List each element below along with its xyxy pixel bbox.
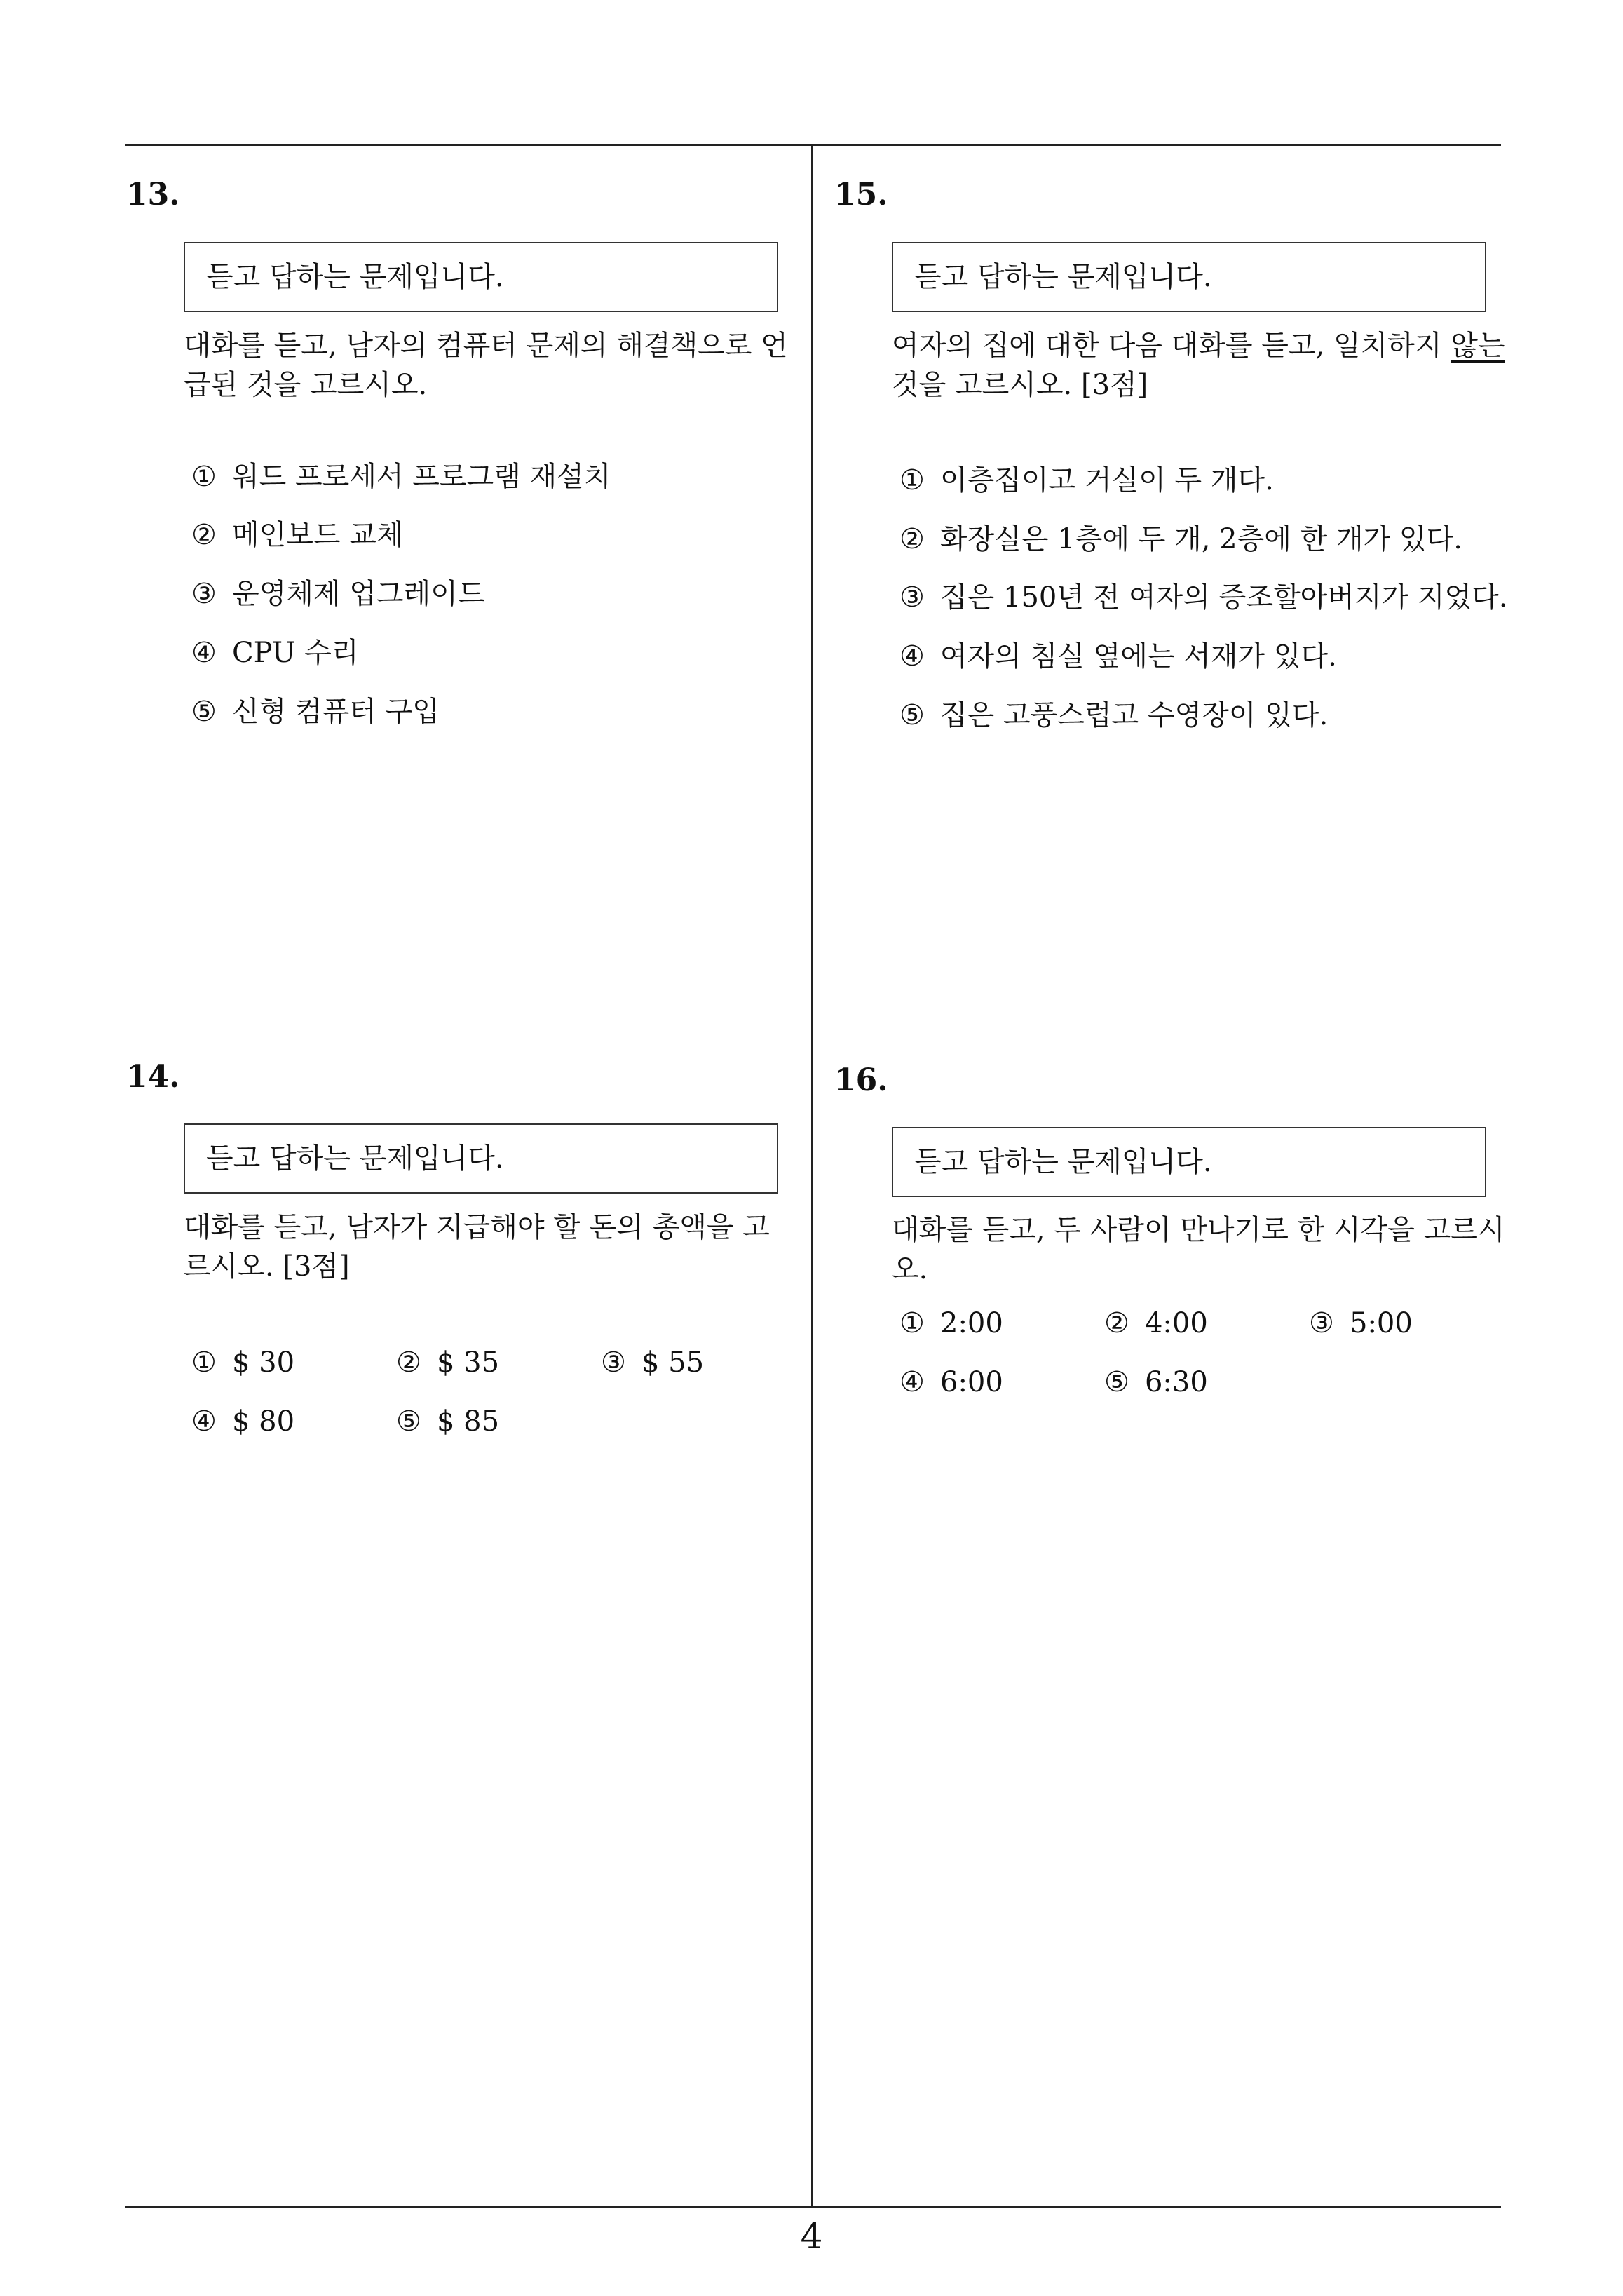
q14-option-2-text: $ 35 <box>437 1346 500 1379</box>
question-13-listen-box: 듣고 답하는 문제입니다. <box>184 242 778 312</box>
question-15-prompt-part2: 것을 고르시오. [3점] <box>892 369 1148 401</box>
q15-option-2-text: 화장실은 1층에 두 개, 2층에 한 개가 있다. <box>940 523 1462 555</box>
q16-option-4-text: 6:00 <box>940 1366 1003 1398</box>
q14-option-3[interactable] <box>601 1345 704 1380</box>
q14-option-3-marker: ③ <box>601 1346 626 1379</box>
q14-option-4[interactable] <box>191 1404 294 1439</box>
q15-option-4[interactable] <box>899 639 1337 674</box>
q15-option-2[interactable] <box>899 522 1462 557</box>
q16-option-1-marker: ① <box>899 1307 925 1339</box>
q14-option-5-text: $ 85 <box>437 1405 500 1438</box>
q14-option-2[interactable] <box>396 1345 499 1380</box>
q13-option-5[interactable] <box>191 694 440 729</box>
q13-option-4-text: CPU 수리 <box>232 637 359 669</box>
question-14-number: 14. <box>126 1059 180 1095</box>
q16-option-3-text: 5:00 <box>1350 1307 1413 1339</box>
q16-option-2-text: 4:00 <box>1145 1307 1208 1339</box>
q14-option-1-marker: ① <box>191 1346 217 1379</box>
q16-option-2-marker: ② <box>1104 1307 1129 1339</box>
q15-option-5-text: 집은 고풍스럽고 수영장이 있다. <box>940 699 1329 731</box>
question-14-prompt: 대화를 듣고, 남자가 지급해야 할 돈의 총액을 고르시오. [3점] <box>184 1211 770 1283</box>
q13-option-5-text: 신형 컴퓨터 구입 <box>232 696 440 728</box>
question-15-prompt-emphasis: 않는 <box>1451 330 1505 362</box>
q15-option-1[interactable] <box>899 463 1274 498</box>
q13-option-2-marker: ② <box>191 519 217 551</box>
q15-option-4-text: 여자의 침실 옆에는 서재가 있다. <box>940 640 1337 673</box>
q15-option-3-text: 집은 150년 전 여자의 증조할아버지가 지었다. <box>940 581 1508 614</box>
bottom-rule <box>125 2206 1501 2208</box>
q16-option-3-marker: ③ <box>1309 1307 1334 1339</box>
q13-option-3-text: 운영체제 업그레이드 <box>232 578 485 610</box>
q13-option-4-marker: ④ <box>191 637 217 669</box>
q15-option-1-marker: ① <box>899 464 925 497</box>
question-15-listen-box: 듣고 답하는 문제입니다. <box>892 242 1486 312</box>
q16-option-1-text: 2:00 <box>940 1307 1003 1339</box>
q14-option-1-text: $ 30 <box>232 1346 295 1379</box>
q16-option-1[interactable] <box>899 1306 1003 1341</box>
q13-option-5-marker: ⑤ <box>191 696 217 728</box>
q13-option-1[interactable] <box>191 459 611 494</box>
q13-option-3-marker: ③ <box>191 578 217 610</box>
question-16-prompt: 대화를 듣고, 두 사람이 만나기로 한 시각을 고르시오. <box>892 1214 1505 1285</box>
q15-option-1-text: 이층집이고 거실이 두 개다. <box>940 464 1274 497</box>
question-13-prompt: 대화를 듣고, 남자의 컴퓨터 문제의 해결책으로 언급된 것을 고르시오. <box>184 330 788 401</box>
q16-option-4-marker: ④ <box>899 1366 925 1398</box>
q14-option-5-marker: ⑤ <box>396 1405 421 1438</box>
question-14-listen-box: 듣고 답하는 문제입니다. <box>184 1123 778 1194</box>
question-15-prompt <box>892 326 1509 405</box>
q13-option-2-text: 메인보드 교체 <box>232 519 404 551</box>
page-number: 4 <box>800 2216 823 2257</box>
question-15-number: 15. <box>834 177 888 212</box>
q16-option-2[interactable] <box>1104 1306 1208 1341</box>
q15-option-5-marker: ⑤ <box>899 699 925 731</box>
q16-option-4[interactable] <box>899 1365 1003 1400</box>
question-16-number: 16. <box>834 1062 888 1098</box>
q13-option-1-text: 워드 프로세서 프로그램 재설치 <box>232 461 611 493</box>
top-rule <box>125 144 1501 146</box>
q13-option-1-marker: ① <box>191 461 217 493</box>
q15-option-4-marker: ④ <box>899 640 925 673</box>
q16-option-3[interactable] <box>1309 1306 1413 1341</box>
q13-option-3[interactable] <box>191 576 484 612</box>
question-16-listen-box: 듣고 답하는 문제입니다. <box>892 1127 1486 1197</box>
q16-option-5-text: 6:30 <box>1145 1366 1208 1398</box>
q16-option-5[interactable] <box>1104 1365 1208 1400</box>
q14-option-2-marker: ② <box>396 1346 421 1379</box>
q14-option-4-text: $ 80 <box>232 1405 295 1438</box>
q13-option-4[interactable] <box>191 635 359 670</box>
question-13-number: 13. <box>126 177 180 212</box>
q14-option-3-text: $ 55 <box>641 1346 705 1379</box>
q15-option-3[interactable] <box>899 580 1508 615</box>
q14-option-4-marker: ④ <box>191 1405 217 1438</box>
q15-option-5[interactable] <box>899 698 1328 733</box>
q15-option-3-marker: ③ <box>899 581 925 614</box>
q14-option-5[interactable] <box>396 1404 499 1439</box>
q14-option-1[interactable] <box>191 1345 294 1380</box>
column-divider <box>811 144 813 2208</box>
q15-option-2-marker: ② <box>899 523 925 555</box>
q16-option-5-marker: ⑤ <box>1104 1366 1129 1398</box>
question-15-prompt-part1: 여자의 집에 대한 다음 대화를 듣고, 일치하지 <box>892 330 1451 362</box>
q13-option-2[interactable] <box>191 518 404 553</box>
